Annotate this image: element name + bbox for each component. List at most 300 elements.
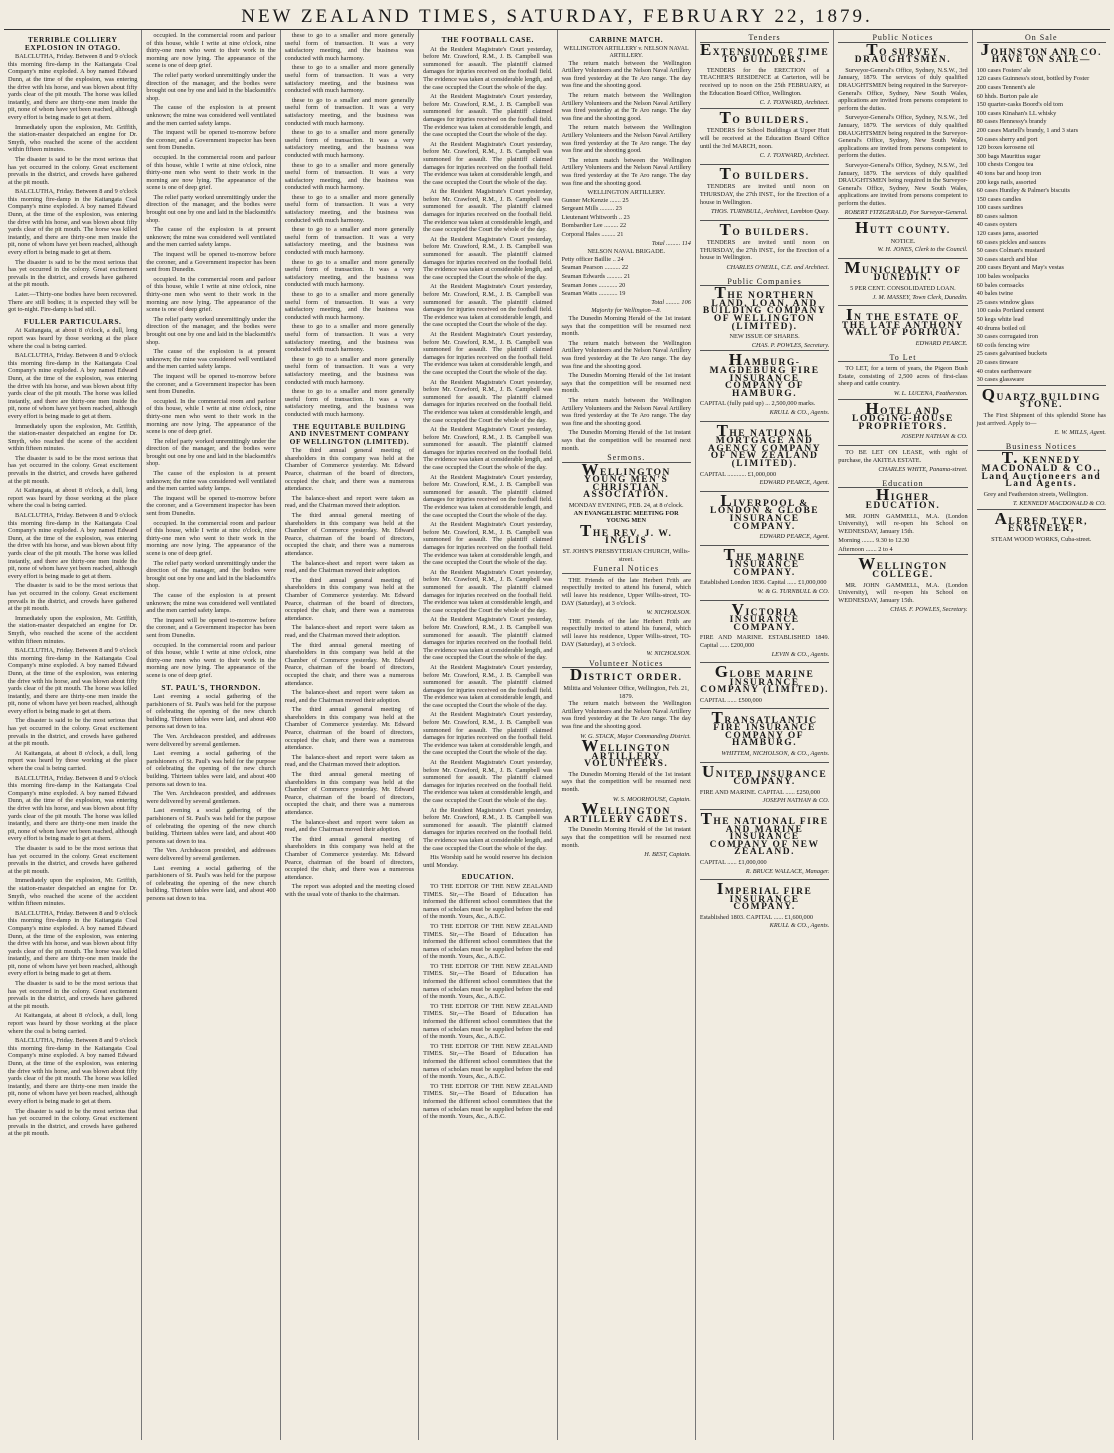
columns (4, 30, 1110, 1440)
sale-item: 60 bales cornsacks (976, 281, 1024, 289)
paragraph: The disaster is said to be the most serious that has yet occurred in the colony. Great excitement prevails in the district, and crowds have gathered at the pit mouth. (8, 844, 138, 875)
paragraph: The Dunedin Morning Herald of the 1st instant says that the competition will be resumed next month. (561, 770, 691, 794)
signature: T. KENNEDY MACDONALD & CO. (1013, 500, 1106, 508)
signature: CHAS. F. POWLES, Secretary. (890, 606, 968, 614)
article-heading: THE FOOTBALL CASE. (441, 35, 534, 44)
paragraph: The cause of the explosion is at present unknown; the mine was considered well ventilated and the men carried safety lamps. (146, 226, 276, 249)
signature: JOSEPH NATHAN & CO. (901, 433, 968, 441)
paragraph: The balance-sheet and report were taken as read, and the Chairman moved their adoption. (284, 559, 415, 575)
signature: CHARLES O'NEILL, C.E. and Architect. (726, 264, 830, 272)
paragraph: At the Resident Magistrate's Court yesterday, before Mr. Crawford, R.M., J. B. Campbell was summoned for assault. The plaintiff claimed damages for injuries received on the football field. The evidence was taken at considerable length, and the case occupied the Court the whole of the day. (423, 616, 553, 662)
section-heading-education: Education (838, 480, 967, 489)
paragraph: At the Resident Magistrate's Court yesterday, before Mr. Crawford, R.M., J. B. Campbell was summoned for assault. The plaintiff claimed damages for injuries received on the football field. The evidence was taken at considerable length, and the case occupied the Court the whole of the day. (423, 426, 553, 472)
hours-row: Morning ........ 9.30 to 12.30 (838, 537, 910, 545)
paragraph: The inquest will be opened to-morrow before the coroner, and a Government inspector has been sent from Dunedin. (146, 251, 276, 274)
sale-item: 40 bales twine (976, 290, 1013, 298)
paragraph: BALCLUTHA, Friday. Between 8 and 9 o'clock this morning fire-damp in the Kaitangata Coal Company's mine exploded. A boy named Edward Dunn, at the time of the explosion, was entering the drive with his horse, and was blown about fifty yards clear of the pit mouth. The horse was killed instantly, and there are thirty-one men inside the pit, none of whom have yet been reached, although every effort is being made to get at them. (8, 774, 138, 843)
sale-item: 60 hhds. Burton pale ale (976, 92, 1039, 100)
paragraph: occupied. In the commercial room and parlour of this house, while I write at nine o'clock, nine thirty-one men who went to their work in the morning are now lying. The appearance of the scene is one of deep grief. (146, 32, 276, 70)
notice-subheading: NOTICE. (890, 237, 916, 245)
notice-body: Surveyor-General's Office, Sydney, N.S.W., 3rd January, 1879. The services of duly qualified DRAUGHTSMEN being required in the Surveyor-General's Office, Sydney, New South Wales, applications are invited from persons competent to perform the duties. (838, 161, 968, 207)
paragraph: At the Resident Magistrate's Court yesterday, before Mr. Crawford, R.M., J. B. Campbell was summoned for assault. The plaintiff claimed damages for injuries received on the football field. The evidence was taken at considerable length, and the case occupied the Court the whole of the day. (423, 568, 553, 614)
paragraph: The return match between the Wellington Artillery Volunteers and the Nelson Naval Artillery was fired yesterday at the Te Aro range. The day was fine and the shooting good. (561, 124, 691, 155)
notice-body: Surveyor-General's Office, Sydney, N.S.W., 3rd January, 1879. The services of duly qualified DRAUGHTSMEN being required in the Surveyor-General's Office, Sydney, New South Wales, applications are invited from persons competent to perform the duties. (838, 114, 968, 160)
paragraph: these to go to a smaller and more generally useful form of transaction. It was a very satisfactory meeting, and the business was conducted with much harmony. (284, 355, 415, 386)
paragraph: these to go to a smaller and more generally useful form of transaction. It was a very satisfactory meeting, and the business was conducted with much harmony. (284, 226, 415, 257)
column-4 (419, 30, 557, 1440)
notice-body: MR. JOHN GAMMELL, M.A. (London University), will re-open his School on WEDNESDAY, January 15th. (838, 581, 968, 604)
company-notice (700, 879, 829, 934)
sale-item: 40 drums boiled oil (976, 324, 1026, 332)
newspaper-page (4, 4, 1110, 1445)
signature: WHITTEM, NICHOLSON, & CO., Agents. (721, 749, 830, 757)
notice-heading: JOHNSTON AND CO. HAVE ON SALE— (980, 39, 1102, 66)
sale-item: 100 casks Portland cement (976, 307, 1044, 315)
company-capital: CAPITAL (fully paid up) ... 2,500,000 marks. (699, 400, 816, 408)
paragraph: these to go to a smaller and more generally useful form of transaction. It was a very satisfactory meeting, and the business was conducted with much harmony. (284, 32, 415, 62)
notice-line: Militia and Volunteer Office, Wellington, Feb. 21, 1879. (563, 684, 690, 700)
paragraph: At the Resident Magistrate's Court yesterday, before Mr. Crawford, R.M., J. B. Campbell was summoned for assault. The plaintiff claimed damages for injuries received on the football field. The evidence was taken at considerable length, and the case occupied the Court the whole of the day. (423, 93, 553, 139)
paragraph: Immediately upon the explosion, Mr. Griffith, the station-master despatched an engine for Dr. Smyth, who reached the scene of the accident within fifteen minutes. (8, 614, 138, 645)
column-7 (834, 30, 972, 1440)
column-1 (4, 30, 142, 1440)
paragraph: The cause of the explosion is at present unknown; the mine was considered well ventilated and the men carried safety lamps. (146, 104, 276, 127)
score-row: Gunner McKenzie ....... 25 (561, 196, 629, 204)
paragraph: The disaster is said to be the most serious that has yet occurred in the colony. Great excitement prevails in the district, and crowds have gathered at the pit mouth. (8, 1107, 138, 1138)
paragraph: The relief party worked unremittingly under the direction of the manager, and the bodies were brought out one by one and laid in the blacksmith's shop. (146, 71, 276, 102)
article-heading: CARBINE MATCH. (589, 35, 664, 44)
company-heading: THE NATIONAL MORTGAGE AND AGENCY COMPANY OF NEW ZEALAND (LIMITED). (708, 420, 822, 469)
column-5 (558, 30, 696, 1440)
section-heading-public-companies: Public Companies (700, 278, 829, 287)
paragraph: BALCLUTHA, Friday. Between 8 and 9 o'clock this morning fire-damp in the Kaitangata Coal Company's mine exploded. A boy named Edward Dunn, at the time of the explosion, was entering the drive with his horse, and was blown about fifty yards clear of the pit mouth. The horse was killed instantly, and there are thirty-one men inside the pit, none of whom have yet been reached, although every effort is being made to get at them. (8, 352, 138, 420)
paragraph: occupied. In the commercial room and parlour of this house, while I write at nine o'clock, nine thirty-one men who went to their work in the morning are now lying. The appearance of the scene is one of deep grief. (146, 519, 276, 557)
paragraph: BALCLUTHA, Friday. Between 8 and 9 o'clock this morning fire-damp in the Kaitangata Coal Company's mine exploded. A boy named Edward Dunn, at the time of the explosion, was entering the drive with his horse, and was blown about fifty yards clear of the pit mouth. The horse was killed instantly, and there are thirty-one men inside the pit, none of whom have yet been reached, although every effort is being made to get at them. (8, 512, 138, 580)
sale-list (977, 67, 1106, 384)
paragraph: these to go to a smaller and more generally useful form of transaction. It was a very satisfactory meeting, and the business was conducted with much harmony. (284, 388, 415, 418)
paragraph: At the Resident Magistrate's Court yesterday, before Mr. Crawford, R.M., J. B. Campbell was summoned for assault. The plaintiff claimed damages for injuries received on the football field. The evidence was taken at considerable length, and the case occupied the Court the whole of the day. (423, 806, 553, 852)
paragraph: BALCLUTHA, Friday. Between 8 and 9 o'clock this morning fire-damp in the Kaitangata Coal Company's mine exploded. A boy named Edward Dunn, at the time of the explosion, was entering the drive with his horse, and was blown about fifty yards clear of the pit mouth. The horse was killed instantly, and there are thirty-one men inside the pit, none of whom have yet been reached, although every effort is being made to get at them. (8, 909, 138, 978)
signature: C. J. TOXWARD, Architect. (759, 152, 830, 160)
paragraph: The Ven. Archdeacon presided, and addresses were delivered by several gentlemen. (146, 733, 276, 748)
tender-notice (700, 164, 829, 220)
paragraph: TO THE EDITOR OF THE NEW ZEALAND TIMES. Sir,—The Board of Education has informed the different school committees that the names of scholars must be supplied before the end of the month. Yours, &c., A.B.C. (423, 1042, 553, 1081)
paragraph: The Dunedin Morning Herald of the 1st instant says that the competition will be resumed next month. (561, 315, 691, 338)
paragraph: The third annual general meeting of shareholders in this company was held at the Chamber of Commerce yesterday. Mr. Edward Pearce, chairman of the board of directors, occupied the chair, and there was a numerous attendance. (284, 447, 415, 493)
company-heading: THE NATIONAL FIRE AND MARINE INSURANCE COMPANY OF NEW ZEALAND. (700, 808, 829, 858)
sale-item: 300 bags Mauritius sugar (976, 152, 1041, 160)
tender-body: TENDERS are invited until noon on THURSDAY, the 27th INST., for the Erection of a house in Wellington. (699, 183, 830, 206)
sale-item: 30 cases corrugated iron (976, 333, 1038, 341)
score-row: Seaman Watts ............ 19 (561, 290, 626, 298)
sale-item: 40 crates earthenware (976, 367, 1032, 375)
paragraph: these to go to a smaller and more generally useful form of transaction. It was a very satisfactory meeting, and the business was conducted with much harmony. (284, 161, 415, 192)
paragraph: Last evening a social gathering of the parishioners of St. Paul's was held for the purpose of celebrating the opening of the new church building. Thirteen tables were laid, and about 400 persons sat down to tea. (146, 807, 276, 845)
sale-item: 50 cases Colman's mustard (976, 247, 1045, 255)
company-heading: UNITED INSURANCE COMPANY. (701, 761, 828, 788)
notice-body: TO LET, for a term of years, the Pigeon Bush Estate, consisting of 2,500 acres of first-class sheep and cattle country. (838, 365, 968, 388)
paragraph: The third annual general meeting of shareholders in this company was held at the Chamber of Commerce yesterday. Mr. Edward Pearce, chairman of the board of directors, occupied the chair, and there was a numerous attendance. (284, 641, 415, 687)
score-row: Seaman Pearson .......... 22 (561, 264, 629, 272)
signature: LEVIN & CO., Agents. (771, 650, 830, 658)
paragraph: The Ven. Archdeacon presided, and addresses were delivered by several gentlemen. (146, 790, 276, 805)
paragraph: occupied. In the commercial room and parlour of this house, while I write at nine o'clock, nine thirty-one men who went to their work in the morning are now lying. The appearance of the scene is one of deep grief. (146, 153, 276, 192)
tender-notice (700, 108, 829, 164)
sale-item: 40 tons bar and hoop iron (976, 169, 1042, 177)
paragraph: these to go to a smaller and more generally useful form of transaction. It was a very satisfactory meeting, and the business was conducted with much harmony. (284, 291, 415, 321)
notice-body: TO BE LET ON LEASE, with right of purchase, the AKITEA ESTATE. (838, 448, 968, 464)
notice-heading: DISTRICT ORDER. (569, 665, 683, 685)
sale-item: 200 cases Bryant and May's vestas (976, 264, 1064, 272)
paragraph: these to go to a smaller and more generally useful form of transaction. It was a very satisfactory meeting, and the business was conducted with much harmony. (284, 129, 415, 159)
paragraph: At the Resident Magistrate's Court yesterday, before Mr. Crawford, R.M., J. B. Campbell was summoned for assault. The plaintiff claimed damages for injuries received on the football field. The evidence was taken at considerable length, and the case occupied the Court the whole of the day. (423, 235, 553, 281)
signature: W. & G. TURNBULL & CO. (757, 588, 830, 596)
sale-item: 50 kegs white lead (976, 316, 1024, 323)
company-notice (700, 545, 829, 600)
notice-body: Grey and Featherston streets, Wellington. (983, 490, 1088, 498)
paragraph: The third annual general meeting of shareholders in this company was held at the Chamber of Commerce yesterday. Mr. Edward Pearce, chairman of the board of directors, occupied the chair, and there was a numerous attendance. (284, 835, 415, 881)
score-row: Seaman Jones ............ 20 (561, 281, 626, 289)
notice-heading: QUARTZ BUILDING STONE. (981, 384, 1101, 411)
paragraph: Last evening a social gathering of the parishioners of St. Paul's was held for the purpose of celebrating the opening of the new church building. Thirteen tables were laid, and about 400 persons sat down to tea. (146, 750, 276, 788)
company-notice (700, 491, 829, 545)
paragraph: these to go to a smaller and more generally useful form of transaction. It was a very satisfactory meeting, and the business was conducted with much harmony. (284, 323, 415, 354)
tender-heading: TO BUILDERS. (719, 219, 810, 239)
score-row: Petty officer Baillie .. 24 (561, 255, 624, 263)
paragraph: The disaster is said to be the most serious that has yet occurred in the colony. Great excitement prevails in the district, and crowds have gathered at the pit mouth. (8, 258, 138, 289)
company-notice (700, 350, 829, 420)
sale-notice (977, 385, 1106, 441)
company-heading: LIVERPOOL & LONDON & GLOBE INSURANCE COMPANY. (709, 490, 820, 532)
tender-body: TENDERS for School Buildings at Upper Hutt will be received at the Education Board Office until the 3rd MARCH, noon. (699, 127, 830, 150)
company-capital: Established 1803. CAPITAL ...... £1,600,000 (699, 913, 814, 921)
team-heading: WELLINGTON ARTILLERY. (587, 189, 666, 197)
paragraph: The disaster is said to be the most serious that has yet occurred in the colony. Great excitement prevails in the district, and crowds have gathered at the pit mouth. (8, 582, 138, 613)
signature: EDWARD PEARCE, Agent. (759, 479, 830, 487)
company-capital: CAPITAL ............ £1,000,000 (699, 470, 777, 478)
paragraph: At the Resident Magistrate's Court yesterday, before Mr. Crawford, R.M., J. B. Campbell was summoned for assault. The plaintiff claimed damages for injuries received on the football field. The evidence was taken at considerable length, and the case occupied the Court the whole of the day. (423, 378, 553, 424)
signature: J. M. MASSEY, Town Clerk, Dunedin. (872, 293, 968, 301)
paragraph: these to go to a smaller and more generally useful form of transaction. It was a very satisfactory meeting, and the business was conducted with much harmony. (284, 258, 415, 289)
paragraph: The inquest will be opened to-morrow before the coroner, and a Government inspector has been sent from Dunedin. (146, 129, 276, 152)
company-notice (700, 421, 829, 491)
sale-item: 25 cases window glass (976, 298, 1034, 306)
match-result: Majority for Wellington—8. (591, 307, 662, 315)
paragraph: At Kaitangata, at about 8 o'clock, a dull, long report was heard by those working at the place where the coal is being carried. (8, 487, 138, 510)
signature: W. H. JONES, Clerk to the Council. (877, 246, 968, 254)
score-row: Bombardier Lee ......... 22 (561, 222, 627, 230)
sale-item: 25 cases galvanised buckets (976, 350, 1048, 358)
paragraph: occupied. In the commercial room and parlour of this house, while I write at nine o'clock, nine thirty-one men who went to their work in the morning are now lying. The appearance of the scene is one of deep grief. (146, 641, 276, 679)
company-notice (700, 809, 829, 879)
tender-body: TENDERS are invited until noon on THURSDAY, the 27th INST., for the Erection of a house in Wellington. (699, 239, 830, 262)
notice-body: The First Shipment of this splendid Stone has just arrived. Apply to— (976, 411, 1106, 427)
paragraph: The third annual general meeting of shareholders in this company was held at the Chamber of Commerce yesterday. Mr. Edward Pearce, chairman of the board of directors, occupied the chair, and there was a numerous attendance. (284, 512, 415, 557)
paragraph: At the Resident Magistrate's Court yesterday, before Mr. Crawford, R.M., J. B. Campbell was summoned for assault. The plaintiff claimed damages for injuries received on the football field. The evidence was taken at considerable length, and the case occupied the Court the whole of the day. (423, 45, 553, 91)
paragraph: His Worship said he would reserve his decision until Monday. (423, 854, 553, 869)
sale-item: 150 cases candles (976, 195, 1022, 203)
masthead: NEW ZEALAND TIMES, SATURDAY, FEBRUARY 22, 1879. (4, 4, 1110, 30)
paragraph: The relief party worked unremittingly under the direction of the manager, and the bodies were brought out one by one and laid in the blacksmith's shop. (146, 437, 276, 468)
article-heading: FULLER PARTICULARS. (23, 316, 122, 326)
column-8 (973, 30, 1110, 1440)
tender-body: TENDERS for the ERECTION of a TEACHER'S RESIDENCE at Carterton, will be received up to noon on the 25th FEBRUARY, at the Education Board Office, Wellington. (699, 66, 830, 97)
company-heading: TRANSATLANTIC FIRE INSURANCE COMPANY OF HAMBURG. (711, 707, 818, 749)
paragraph: TO THE EDITOR OF THE NEW ZEALAND TIMES. Sir,—The Board of Education has informed the different school committees that the names of scholars must be supplied before the end of the month. Yours, &c., A.B.C. (423, 1002, 553, 1041)
paragraph: The return match between the Wellington Artillery Volunteers and the Nelson Naval Artillery was fired yesterday at the Te Aro range. The day was fine and the shooting good. (561, 396, 691, 427)
signature: EDWARD PEARCE. (915, 340, 968, 347)
sale-item: 120 boxes kerosene oil (976, 144, 1035, 152)
paragraph: The balance-sheet and report were taken as read, and the Chairman moved their adoption. (284, 818, 415, 834)
section-heading-volunteer: Volunteer Notices (562, 660, 691, 669)
notice-subheading: STEAM WOOD WORKS, Cuba-street. (991, 536, 1092, 544)
paragraph: The Dunedin Morning Herald of the 1st instant says that the competition will be resumed next month. (561, 826, 691, 849)
signature: KRULL & CO., Agents. (769, 408, 830, 416)
sale-item: 200 cases Martell's brandy, 1 and 3 stars (976, 126, 1079, 134)
paragraph: The disaster is said to be the most serious that has yet occurred in the colony. Great excitement prevails in the district, and crowds have gathered at the pit mouth. (8, 980, 138, 1010)
paragraph: TO THE EDITOR OF THE NEW ZEALAND TIMES. Sir,—The Board of Education has informed the different school committees that the names of scholars must be supplied before the end of the month. Yours, &c., A.B.C. (423, 1082, 553, 1121)
funeral-notice: THE Friends of the late Herbert Frith are respectfully invited to attend his funeral, which will leave his residence, Upper Willis-street, TO-DAY (Saturday), at 3 o'clock. (561, 617, 691, 648)
notice-heading: MUNICIPALITY OF DUNEDIN. (844, 257, 962, 284)
paragraph: At the Resident Magistrate's Court yesterday, before Mr. Crawford, R.M., J. B. Campbell was summoned for assault. The plaintiff claimed damages for injuries received on the football field. The evidence was taken at considerable length, and the case occupied the Court the whole of the day. (423, 663, 553, 709)
company-capital: FIRE AND MARINE. CAPITAL ...... £250,000 (699, 788, 821, 796)
paragraph: At the Resident Magistrate's Court yesterday, before Mr. Crawford, R.M., J. B. Campbell was summoned for assault. The plaintiff claimed damages for injuries received on the football field. The evidence was taken at considerable length, and the case occupied the Court the whole of the day. (423, 759, 553, 804)
column-3 (281, 30, 419, 1440)
sale-item: 60 cases pickles and sauces (976, 238, 1046, 246)
section-heading-public-notices: Public Notices (838, 34, 967, 43)
company-heading: THE MARINE INSURANCE COMPANY. (723, 544, 806, 578)
section-heading-tenders: Tenders (700, 34, 829, 43)
paragraph: The relief party worked unremittingly under the direction of the manager, and the bodies were brought out one by one and laid in the blacksmith's shop. (146, 315, 276, 346)
signature: JOSEPH NATHAN & CO. (762, 797, 830, 805)
company-subheading: NEW ISSUE OF SHARES. (729, 333, 800, 341)
paragraph: Later.—Thirty-one bodies have been recovered. There are still bodies; it is expected they will be got to-night. Fire-damp is bad still. (8, 291, 138, 314)
paragraph: The relief party worked unremittingly under the direction of the manager, and the bodies were brought out one by one and laid in the blacksmith's shop. (146, 559, 276, 590)
tender-heading: TO BUILDERS. (719, 163, 810, 183)
signature: EDWARD PEARCE, Agent. (759, 533, 830, 541)
paragraph: BALCLUTHA, Friday. Between 8 and 9 o'clock this morning fire-damp in the Kaitangata Coal Company's mine exploded. A boy named Edward Dunn, at the time of the explosion, was entering the drive with his horse, and was blown about fifty yards clear of the pit mouth. The horse was killed instantly, and there are thirty-one men inside the pit, none of whom have yet been reached, although every effort is being made to get at them. (8, 53, 138, 121)
company-heading: GLOBE MARINE INSURANCE COMPANY (LIMITED). (700, 662, 829, 696)
notice-heading: IN THE ESTATE OF THE LATE ANTHONY WALL OF PORIRUA. (841, 305, 964, 339)
sale-item: 100 cases Fosters' ale (976, 66, 1031, 74)
section-heading-on-sale: On Sale (977, 34, 1106, 43)
signature: KRULL & CO., Agents. (769, 922, 830, 930)
sale-item: 200 kegs nails, assorted (976, 178, 1037, 186)
company-heading: THE NORTHERN LAND, LOAN, AND BUILDING COMPANY OF WELLINGTON (LIMITED). (702, 283, 827, 332)
company-notice (700, 762, 829, 809)
public-notice (838, 218, 967, 258)
paragraph: these to go to a smaller and more generally useful form of transaction. It was a very satisfactory meeting, and the business was conducted with much harmony. (284, 193, 415, 224)
notice-heading: WELLINGTON YOUNG MEN'S CHRISTIAN ASSOCIATION. (581, 459, 671, 501)
article-heading: TERRIBLE COLLIERY EXPLOSION IN OTAGO. (24, 35, 121, 52)
tender-heading: EXTENSION OF TIME TO BUILDERS. (699, 39, 830, 66)
signature: C. J. TOXWARD, Architect. (759, 99, 830, 107)
paragraph: The Dunedin Morning Herald of the 1st instant says that the competition will be resumed next month. (561, 372, 691, 395)
paragraph: At the Resident Magistrate's Court yesterday, before Mr. Crawford, R.M., J. B. Campbell was summoned for assault. The plaintiff claimed damages for injuries received on the football field. The evidence was taken at considerable length, and the case occupied the Court the whole of the day. (423, 283, 553, 329)
company-capital: FIRE AND MARINE. ESTABLISHED 1849. Capital ...... £200,000 (699, 634, 830, 650)
notice-heading: THE REV. J. W. INGLIS (580, 520, 673, 547)
paragraph: Last evening a social gathering of the parishioners of St. Paul's was held for the purpose of celebrating the opening of the new church building. Thirteen tables were laid, and about 400 persons sat down to tea. (146, 864, 276, 902)
signature: W. L. LUCENA, Featherston. (893, 389, 968, 397)
notice-body: Surveyor-General's Office, Sydney, N.S.W., 3rd January, 1879. The services of duly qualified DRAUGHTSMEN being required in the Surveyor-General's Office, Sydney, New South Wales, applications are invited from persons competent to perform the duties. (838, 66, 968, 112)
signature: THOS. TURNBULL, Architect, Lambton Quay. (711, 208, 830, 216)
paragraph: The disaster is said to be the most serious that has yet occurred in the colony. Great excitement prevails in the district, and crowds have gathered at the pit mouth. (8, 717, 138, 748)
paragraph: At the Resident Magistrate's Court yesterday, before Mr. Crawford, R.M., J. B. Campbell was summoned for assault. The plaintiff claimed damages for injuries received on the football field. The evidence was taken at considerable length, and the case occupied the Court the whole of the day. (423, 330, 553, 376)
paragraph: The return match between the Wellington Artillery Volunteers and the Nelson Naval Artillery was fired yesterday at the Te Aro range. The day was fine and the shooting good. (561, 339, 691, 370)
notice-heading: WELLINGTON COLLEGE. (858, 554, 948, 581)
sale-item: 20 cases tinware (976, 358, 1019, 366)
notice-heading: T. KENNEDY MACDONALD & CO., Land Auctioneers and Land Agents. (981, 448, 1102, 490)
paragraph: At the Resident Magistrate's Court yesterday, before Mr. Crawford, R.M., J. B. Campbell was summoned for assault. The plaintiff claimed damages for injuries received on the football field. The evidence was taken at considerable length, and the case occupied the Court the whole of the day. (423, 711, 553, 757)
paragraph: occupied. In the commercial room and parlour of this house, while I write at nine o'clock, nine thirty-one men who went to their work in the morning are now lying. The appearance of the scene is one of deep grief. (146, 397, 276, 436)
score-row: Corporal Hales ......... 21 (561, 231, 624, 239)
paragraph: The return match between the Wellington Artillery Volunteers and the Nelson Naval Artillery was fired yesterday at the Te Aro range. The day was fine and the shooting good. (561, 700, 691, 730)
public-notice (838, 305, 967, 351)
paragraph: Last evening a social gathering of the parishioners of St. Paul's was held for the purpose of celebrating the opening of the new church building. Thirteen tables were laid, and about 400 persons sat down to tea. (146, 693, 276, 731)
paragraph: The Ven. Archdeacon presided, and addresses were delivered by several gentlemen. (146, 847, 276, 862)
paragraph: Immediately upon the explosion, Mr. Griffith, the station-master despatched an engine for Dr. Smyth, who reached the scene of the accident within fifteen minutes. (8, 123, 138, 154)
paragraph: The inquest will be opened to-morrow before the coroner, and a Government inspector has been sent from Dunedin. (146, 494, 276, 518)
sale-item: 120 cases jams, assorted (976, 230, 1039, 238)
notice-heading: WELLINGTON ARTILLERY CADETS. (564, 799, 689, 825)
article-heading: EDUCATION. (461, 872, 515, 882)
signature: CHARLES WHITE, Panama-street. (878, 466, 968, 474)
notice-heading: HIGHER EDUCATION. (865, 485, 941, 511)
notice-subheading: 5 PER CENT. CONSOLIDATED LOAN. (850, 285, 956, 293)
notice-heading: WELLINGTON ARTILLERY VOLUNTEERS. (581, 736, 671, 770)
company-heading: VICTORIA INSURANCE COMPANY. (729, 599, 800, 633)
column-6 (696, 30, 834, 1440)
paragraph: Immediately upon the explosion, Mr. Griffith, the station-master despatched an engine for Dr. Smyth, who reached the scene of the accident within fifteen minutes. (8, 877, 138, 908)
article-heading: THE EQUITABLE BUILDING AND INVESTMENT COMPANY OF WELLINGTON (LIMITED). (289, 421, 410, 446)
sale-item: 50 cases sherry and port (976, 135, 1038, 143)
signature: W. G. STACK, Major Commanding District. (580, 732, 691, 740)
signature: CHAS. P. POWLES, Secretary. (751, 341, 830, 349)
signature: E. W. MILLS, Agent. (1054, 429, 1106, 437)
paragraph: The report was adopted and the meeting closed with the usual vote of thanks to the chairman. (284, 883, 415, 898)
paragraph: The third annual general meeting of shareholders in this company was held at the Chamber of Commerce yesterday. Mr. Edward Pearce, chairman of the board of directors, occupied the chair, and there was a numerous attendance. (284, 706, 415, 752)
sale-item: 100 bales woolpacks (976, 273, 1030, 281)
section-heading-sermons: Sermons. (562, 454, 691, 463)
paragraph: The Dunedin Morning Herald of the 1st instant says that the competition will be resumed next month. (561, 429, 691, 452)
paragraph: The third annual general meeting of shareholders in this company was held at the Chamber of Commerce yesterday. Mr. Edward Pearce, chairman of the board of directors, occupied the chair, and there was a numerous attendance. (284, 771, 415, 816)
sale-item: 100 cases Kinahan's LL whisky (976, 109, 1057, 117)
paragraph: BALCLUTHA, Friday. Between 8 and 9 o'clock this morning fire-damp in the Kaitangata Coal Company's mine exploded. A boy named Edward Dunn, at the time of the explosion, was entering the drive with his horse, and was blown about fifty yards clear of the pit mouth. The horse was killed instantly, and there are thirty-one men inside the pit, none of whom have yet been reached, although every effort is being made to get at them. (8, 1037, 138, 1105)
public-notice (838, 258, 967, 305)
score-total: Total ......... 114 (651, 239, 691, 247)
sale-item: 200 cases Tennent's ale (976, 83, 1036, 91)
to-let-notice (838, 445, 967, 478)
paragraph: The return match between the Wellington Artillery Volunteers and the Nelson Naval Artillery was fired yesterday at the Te Aro range. The day was fine and the shooting good. (561, 156, 691, 187)
article-heading: ST. PAUL'S, THORNDON. (161, 682, 261, 692)
paragraph: The disaster is said to be the most serious that has yet occurred in the colony. Great excitement prevails in the district, and crowds have gathered at the pit mouth. (8, 155, 138, 186)
paragraph: The inquest will be opened to-morrow before the coroner, and a Government inspector has been sent from Dunedin. (146, 616, 276, 639)
notice-heading: ALFRED TYER, ENGINEER, (994, 508, 1089, 535)
sale-item: 80 cases Hennessy's brandy (976, 118, 1047, 126)
education-notice (838, 554, 967, 618)
sale-item: 150 quarter-casks Boord's old tom (976, 101, 1063, 109)
paragraph: The disaster is said to be the most serious that has yet occurred in the colony. Great excitement prevails in the district, and crowds have gathered at the pit mouth. (8, 454, 138, 485)
paragraph: TO THE EDITOR OF THE NEW ZEALAND TIMES. Sir,—The Board of Education has informed the different school committees that the names of scholars must be supplied before the end of the month. Yours, &c., A.B.C. (423, 962, 553, 1001)
paragraph: At the Resident Magistrate's Court yesterday, before Mr. Crawford, R.M., J. B. Campbell was summoned for assault. The plaintiff claimed damages for injuries received on the football field. The evidence was taken at considerable length, and the case occupied the Court the whole of the day. (423, 140, 553, 186)
paragraph: The third annual general meeting of shareholders in this company was held at the Chamber of Commerce yesterday. Mr. Edward Pearce, chairman of the board of directors, occupied the chair, and there was a numerous attendance. (284, 576, 415, 622)
paragraph: these to go to a smaller and more generally useful form of transaction. It was a very satisfactory meeting, and the business was conducted with much harmony. (284, 96, 415, 127)
notice-body: MR. JOHN GAMMELL, M.A. (London University), will re-open his School on WEDNESDAY, January 15th. (838, 512, 968, 535)
company-heading: IMPERIAL FIRE INSURANCE COMPANY. (716, 879, 813, 913)
company-notice (700, 662, 829, 707)
signature: H. BEST, Captain. (644, 851, 691, 859)
company-capital: CAPITAL ...... £500,000 (699, 697, 762, 704)
signature: W. S. MOORHOUSE, Captain. (612, 795, 691, 803)
paragraph: The return match between the Wellington Artillery Volunteers and the Nelson Naval Artillery was fired yesterday at the Te Aro range. The day was fine and the shooting good. (561, 91, 691, 122)
sale-item: 80 cases salmon (976, 212, 1018, 220)
paragraph: At Kaitangata, at about 8 o'clock, a dull, long report was heard by those working at the place where the coal is being carried. (8, 749, 138, 773)
sale-item: 40 cases oysters (976, 221, 1018, 229)
score-row: Lieutenant Whitworth .. 23 (561, 213, 630, 221)
tender-notice (700, 220, 829, 276)
paragraph: BALCLUTHA, Friday. Between 8 and 9 o'clock this morning fire-damp in the Kaitangata Coal Company's mine exploded. A boy named Edward Dunn, at the time of the explosion, was entering the drive with his horse, and was blown about fifty yards clear of the pit mouth. The horse was killed instantly, and there are thirty-one men inside the pit, none of whom have yet been reached, although every effort is being made to get at them. (8, 647, 138, 715)
paragraph: The cause of the explosion is at present unknown; the mine was considered well ventilated and the men carried safety lamps. (146, 348, 276, 371)
notice-line: ST. JOHN'S PRESBYTERIAN CHURCH, Willis-street. (562, 548, 690, 563)
tender-heading: TO BUILDERS. (719, 107, 810, 127)
section-heading-business: Business Notices (977, 443, 1106, 452)
paragraph: At the Resident Magistrate's Court yesterday, before Mr. Crawford, R.M., J. B. Campbell was summoned for assault. The plaintiff claimed damages for injuries received on the football field. The evidence was taken at considerable length, and the case occupied the Court the whole of the day. (423, 473, 553, 519)
paragraph: The return match between the Wellington Artillery Volunteers and the Nelson Naval Artillery was fired yesterday at the Te Aro range. The day was fine and the shooting good. (561, 59, 691, 90)
paragraph: At Kaitangata, at about 8 o'clock, a dull, long report was heard by those working at the place where the coal is being carried. (8, 327, 138, 350)
funeral-notice: THE Friends of the late Herbert Frith are respectfully invited to attend his funeral, which will leave his residence, Upper Willis-street, TO-DAY (Saturday), at 3 o'clock. (561, 576, 691, 607)
business-notice (977, 509, 1106, 547)
paragraph: TO THE EDITOR OF THE NEW ZEALAND TIMES. Sir,—The Board of Education has informed the different school committees that the names of scholars must be supplied before the end of the month. Yours, &c., A.B.C. (423, 882, 553, 921)
sale-item: 100 chests Congou tea (976, 161, 1034, 169)
to-let-notice (838, 399, 967, 445)
sale-item: 60 coils fencing wire (976, 341, 1030, 349)
notice-heading: TO SURVEY DRAUGHTSMEN. (854, 39, 952, 66)
notice-heading: HUTT COUNTY. (855, 218, 951, 238)
sale-item: 120 cases Guinness's stout, bottled by Foster (976, 75, 1090, 83)
paragraph: At the Resident Magistrate's Court yesterday, before Mr. Crawford, R.M., J. B. Campbell was summoned for assault. The plaintiff claimed damages for injuries received on the football field. The evidence was taken at considerable length, and the case occupied the Court the whole of the day. (423, 188, 553, 234)
company-notice (700, 708, 829, 762)
section-heading-to-let: To Let (838, 354, 967, 363)
paragraph: At Kaitangata, at about 8 o'clock, a dull, long report was heard by those working at the place where the coal is being carried. (8, 1012, 138, 1035)
sale-item: 60 cases Huntley & Palmer's biscuits (976, 187, 1070, 195)
notice-line: AN EVANGELISTIC MEETING FOR YOUNG MEN (573, 509, 679, 525)
signature: R. BRUCE WALLACE, Manager. (745, 867, 830, 875)
paragraph: The balance-sheet and report were taken as read, and the Chairman moved their adoption. (284, 689, 415, 704)
company-notice (700, 600, 829, 663)
paragraph: At the Resident Magistrate's Court yesterday, before Mr. Crawford, R.M., J. B. Campbell was summoned for assault. The plaintiff claimed damages for injuries received on the football field. The evidence was taken at considerable length, and the case occupied the Court the whole of the day. (423, 521, 553, 567)
signature: W. NICHOLSON. (646, 609, 691, 617)
section-heading-funeral: Funeral Notices (562, 565, 691, 574)
signature: W. NICHOLSON. (646, 650, 691, 658)
paragraph: The balance-sheet and report were taken as read, and the Chairman moved their adoption. (284, 753, 415, 769)
paragraph: The balance-sheet and report were taken as read, and the Chairman moved their adoption. (284, 494, 415, 510)
paragraph: occupied. In the commercial room and parlour of this house, while I write at nine o'clock, nine thirty-one men who went to their work in the morning are now lying. The appearance of the scene is one of deep grief. (146, 275, 276, 314)
paragraph: Immediately upon the explosion, Mr. Griffith, the station-master despatched an engine for Dr. Smyth, who reached the scene of the accident within fifteen minutes. (8, 422, 138, 453)
paragraph: The relief party worked unremittingly under the direction of the manager, and the bodies were brought out one by one and laid in the blacksmith's shop. (146, 193, 276, 224)
score-row: Seaman Edwards .......... 21 (561, 273, 631, 281)
company-capital: CAPITAL ...... £1,000,000 (699, 858, 767, 866)
signature: ROBERT FITZGERALD, For Surveyor-General. (844, 209, 968, 217)
sale-item: 30 cases glassware (976, 376, 1025, 384)
sale-item: 100 cases sardines (976, 204, 1024, 212)
company-capital: Established London 1836. Capital ...... £1,000,000 (699, 579, 827, 587)
paragraph: these to go to a smaller and more generally useful form of transaction. It was a very satisfactory meeting, and the business was conducted with much harmony. (284, 64, 415, 95)
paragraph: The cause of the explosion is at present unknown; the mine was considered well ventilated and the men carried safety lamps. (146, 591, 276, 615)
subheading: WELLINGTON ARTILLERY v. NELSON NAVAL ARTILLERY. (563, 45, 689, 59)
paragraph: The balance-sheet and report were taken as read, and the Chairman moved their adoption. (284, 624, 415, 639)
team-heading: NELSON NAVAL BRIGADE. (587, 248, 666, 256)
company-heading: HAMBURG-MAGDEBURG FIRE INSURANCE COMPANY OF HAMBURG. (709, 350, 820, 399)
